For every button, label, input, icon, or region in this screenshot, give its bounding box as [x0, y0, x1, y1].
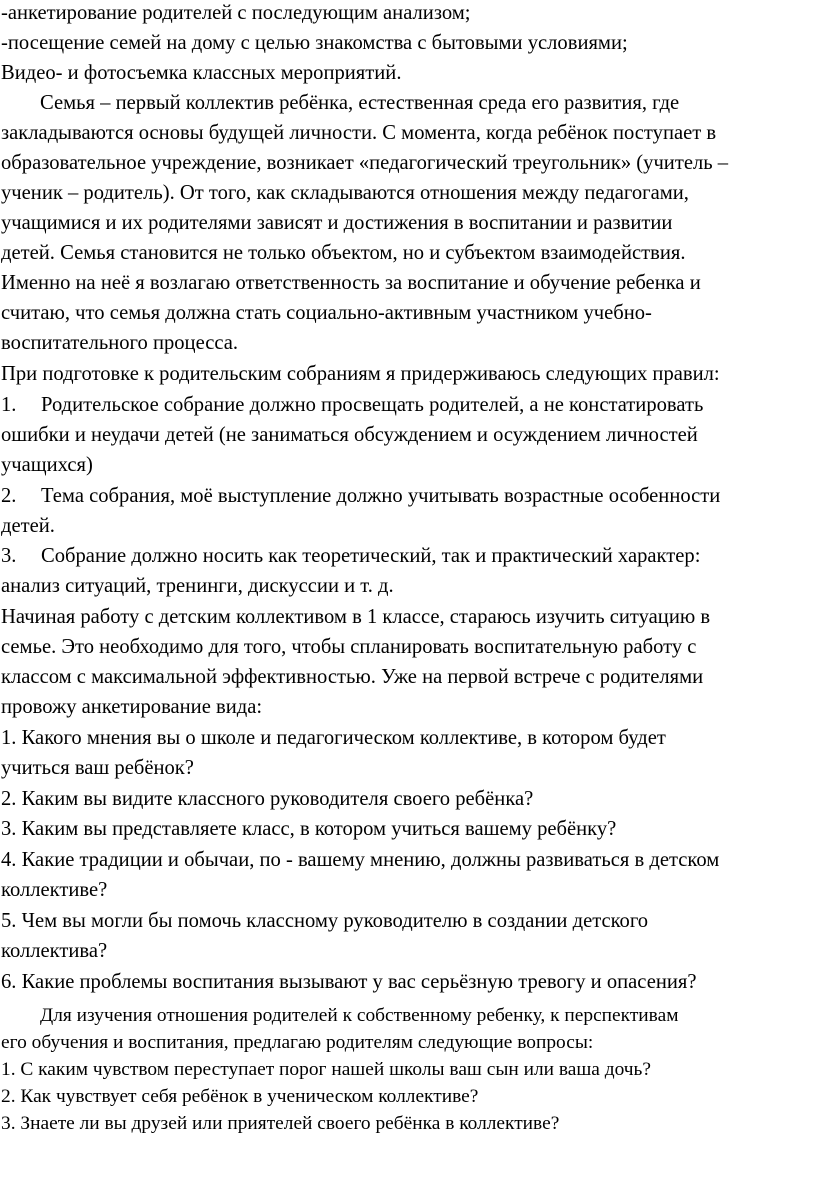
text-line: ученик – родитель). От того, как складываются отношения между педагогами,: [1, 182, 689, 204]
text-line: провожу анкетирование вида:: [1, 696, 263, 718]
parent-question-1: 1. С каким чувством переступает порог нашей школы ваш сын или ваша дочь?: [1, 1059, 652, 1080]
text-line: коллектива?: [1, 940, 108, 962]
list-number: 2.: [1, 485, 17, 507]
text-line: коллективе?: [1, 879, 108, 901]
text-line: Именно на неё я возлагаю ответственность за воспитание и обучение ребенка и: [1, 272, 701, 294]
question-6: 6. Какие проблемы воспитания вызывают у вас серьёзную тревогу и опасения?: [1, 971, 697, 993]
rule-item-1: [1, 393, 815, 417]
text-line: -посещение семей на дому с целью знакомства с бытовыми условиями;: [1, 32, 628, 54]
text-line: При подготовке к родительским собраниям я придерживаюсь следующих правил:: [1, 363, 720, 385]
rule-item-2: [1, 484, 815, 508]
text-line: Видео- и фотосъемка классных мероприятий.: [1, 62, 402, 84]
question-4: 4. Какие традиции и обычаи, по - вашему мнению, должны развиваться в детском: [1, 849, 720, 871]
text-line: классом с максимальной эффективностью. Уже на первой встрече с родителями: [1, 666, 704, 688]
text-line: воспитательного процесса.: [1, 332, 239, 354]
text-line: закладываются основы будущей личности. С момента, когда ребёнок поступает в: [1, 122, 717, 144]
list-item-text: Собрание должно носить как теоретический, так и практический характер:: [41, 545, 701, 567]
parent-question-3: 3. Знаете ли вы друзей или приятелей своего ребёнка в коллективе?: [1, 1113, 560, 1134]
text-line: семье. Это необходимо для того, чтобы спланировать воспитательную работу с: [1, 636, 697, 658]
text-line: Начиная работу с детским коллективом в 1 классе, стараюсь изучить ситуацию в: [1, 606, 711, 628]
text-line: учиться ваш ребёнок?: [1, 757, 194, 779]
text-line: ошибки и неудачи детей (не заниматься обсуждением и осуждением личностей: [1, 424, 698, 446]
parent-question-2: 2. Как чувствует себя ребёнок в ученическом коллективе?: [1, 1086, 479, 1107]
list-number: 3.: [1, 545, 17, 567]
text-line: образовательное учреждение, возникает «педагогический треугольник» (учитель –: [1, 152, 729, 174]
question-3: 3. Каким вы представляете класс, в котором учиться вашему ребёнку?: [1, 818, 617, 840]
rule-item-3: [1, 544, 815, 568]
text-line: считаю, что семья должна стать социально-активным участником учебно-: [1, 302, 652, 324]
paragraph-first-line: Семья – первый коллектив ребёнка, естественная среда его развития, где: [40, 92, 680, 114]
text-line: учащихся): [1, 454, 93, 476]
text-line: учащимися и их родителями зависят и достижения в воспитании и развитии: [1, 212, 673, 234]
text-line: детей.: [1, 515, 55, 537]
text-line: анализ ситуаций, тренинги, дискуссии и т. д.: [1, 575, 394, 597]
text-line: детей. Семья становится не только объектом, но и субъектом взаимодействия.: [1, 242, 686, 264]
question-5: 5. Чем вы могли бы помочь классному руководителю в создании детского: [1, 910, 649, 932]
list-item-text: Родительское собрание должно просвещать родителей, а не констатировать: [41, 394, 704, 416]
text-line: его обучения и воспитания, предлагаю родителям следующие вопросы:: [1, 1032, 594, 1053]
text-line: -анкетирование родителей с последующим анализом;: [1, 2, 471, 24]
question-2: 2. Каким вы видите классного руководителя своего ребёнка?: [1, 788, 534, 810]
paragraph-first-line: Для изучения отношения родителей к собственному ребенку, к перспективам: [40, 1005, 679, 1026]
list-number: 1.: [1, 394, 17, 416]
question-1: 1. Какого мнения вы о школе и педагогическом коллективе, в котором будет: [1, 727, 666, 749]
list-item-text: Тема собрания, моё выступление должно учитывать возрастные особенности: [41, 485, 721, 507]
